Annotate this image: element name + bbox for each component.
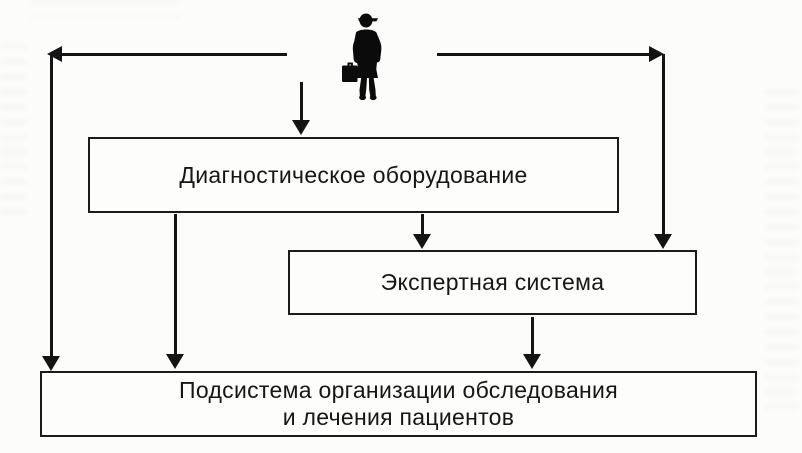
scan-artifact [30,0,180,26]
patient-subsystem-box [40,371,757,437]
arrow-line-person-to-diagnostic [300,82,303,120]
scan-artifact [764,90,798,420]
patient-subsystem-label-line1: Подсистема организации обследования [179,377,618,403]
arrowhead-down-into-expert-icon [654,234,672,249]
scan-artifact [0,45,28,215]
arrow-line-left-vertical [50,53,53,356]
expert-system-box [288,250,697,315]
arrow-line-person-to-left [62,53,287,56]
arrowhead-down-into-subsystem-icon [42,356,60,371]
patient-subsystem-label-line2: и лечения пациентов [282,404,515,430]
arrowhead-diagnostic-to-subsystem-icon [166,354,184,369]
arrow-line-diagnostic-to-subsystem [174,214,177,354]
diagnostic-equipment-box [88,137,619,213]
arrowhead-expert-to-subsystem-icon [523,354,541,369]
person-icon [337,10,395,102]
diagnostic-equipment-label: Диагностическое оборудование [179,161,528,188]
arrow-line-right-vertical [662,54,665,234]
arrow-line-expert-to-subsystem [531,317,534,354]
arrow-line-diagnostic-to-expert [421,214,424,234]
arrow-line-person-to-right [437,53,649,56]
arrowhead-down-into-diagnostic-icon [292,120,310,135]
expert-system-label: Экспертная система [380,269,605,295]
arrowhead-diagnostic-to-expert-icon [413,234,431,249]
